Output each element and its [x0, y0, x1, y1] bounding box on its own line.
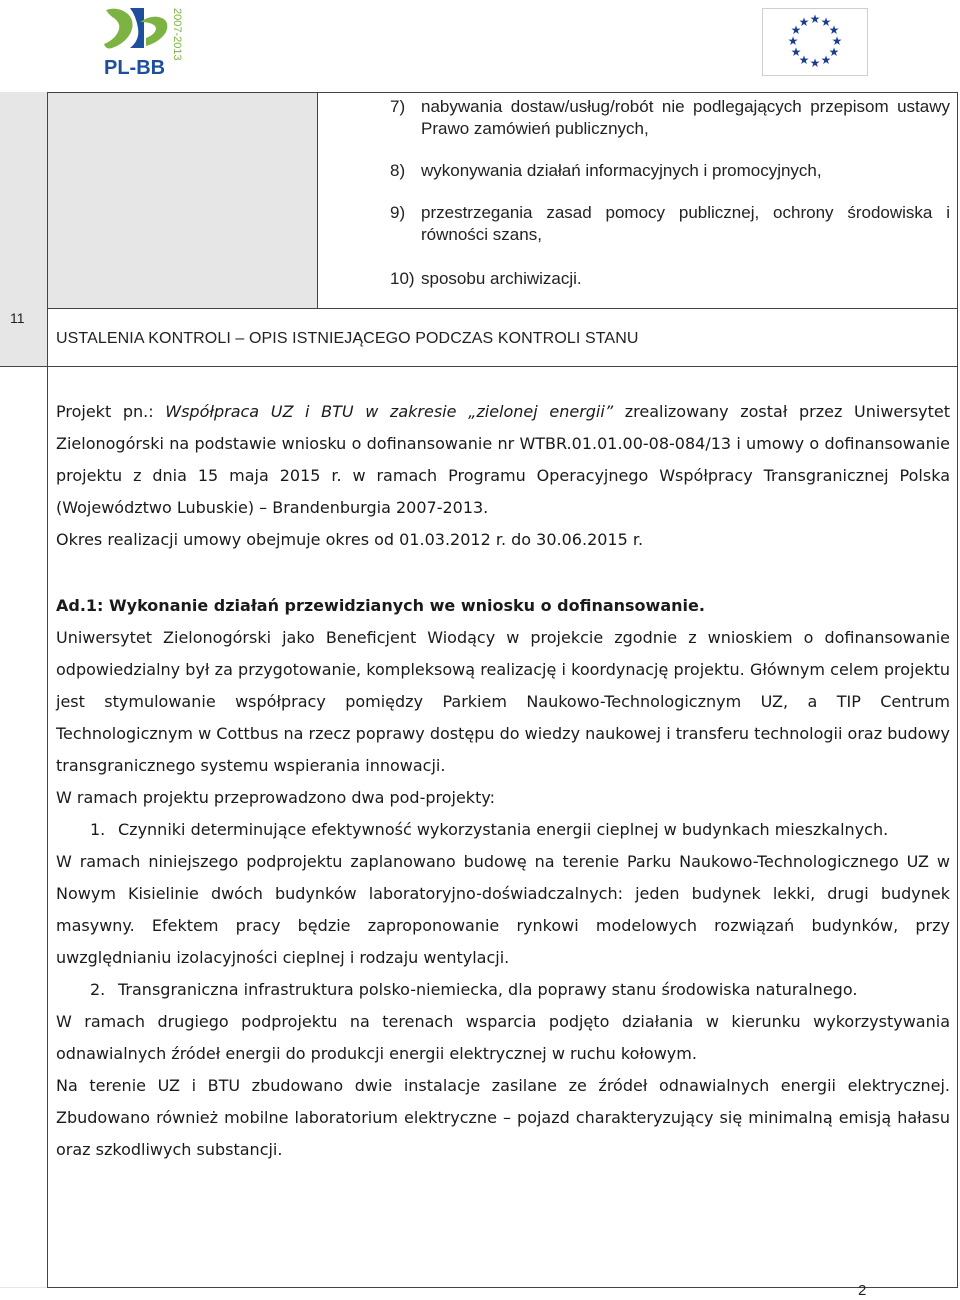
project-name: Współpraca UZ i BTU w zakresie „zielonej energii” — [165, 402, 614, 421]
table-row-divider — [0, 366, 48, 367]
eu-stars-icon — [763, 9, 867, 75]
subproject-2-text: Na terenie UZ i BTU zbudowano dwie instalacje zasilane ze źródeł odnawialnych energii elektrycznej. Zbudowano również mobilne laboratorium elektryczne – pojazd charakteryzujący się minimalną emisją hałasu oraz szkodliwych substancji. — [56, 1076, 950, 1159]
svg-text:★: ★ — [790, 23, 802, 37]
row-number: 11 — [10, 310, 25, 326]
plbb-logo — [100, 4, 184, 80]
ad1-paragraph: Uniwersytet Zielonogórski jako Beneficjent Wiodący w projekcie zgodnie z wnioskiem o dofinansowanie odpowiedzialny był za przygotowanie, kompleksową realizację i koordynację projektu. Głównym celem projektu jest stymulowanie współpracy pomiędzy Parkiem Naukowo-Technologicznym UZ, a TIP Centrum Technologicznym w Cottbus na rzecz poprawy dostępu do wiedzy naukowej i transferu technologii oraz budowy transgranicznego systemu wspierania innowacji. — [56, 628, 950, 775]
table-row-divider — [48, 308, 957, 309]
svg-text:★: ★ — [828, 45, 840, 59]
subproject-title: Transgraniczna infrastruktura polsko-niemiecka, dla poprawy stanu środowiska naturalnego. — [118, 980, 858, 999]
intro-prefix: Projekt pn.: — [56, 402, 166, 421]
intro-block — [56, 396, 950, 556]
svg-text:★: ★ — [798, 15, 810, 29]
list-item-text: wykonywania działań informacyjnych i promocyjnych, — [421, 161, 822, 180]
section-title: USTALENIA KONTROLI – OPIS ISTNIEJĄCEGO PODCZAS KONTROLI STANU — [56, 330, 639, 347]
list-item-number: 8) — [390, 161, 406, 180]
list-item-number: 9) — [390, 203, 406, 222]
page-number: 2 — [858, 1282, 867, 1299]
list-item-number: 7) — [390, 97, 406, 116]
list-item — [390, 268, 950, 290]
subproject-2-text: W ramach drugiego podprojektu na terenach wsparcia podjęto działania w kierunku wykorzystywania odnawialnych źródeł energii do produkcji energii elektrycznej w ruchu kołowym. — [56, 1012, 950, 1063]
subproject-number: 1. — [90, 820, 106, 839]
svg-text:★: ★ — [798, 53, 810, 67]
intro-rest: zrealizowany został przez Uniwersytet Zielonogórski na podstawie wniosku o dofinansowanie nr WTBR.01.01.00-08-084/13 i umowy o dofinansowanie projektu z dnia 15 maja 2015 r. w ramach Programu Operacyjnego Współpracy Transgranicznej Polska (Województwo Lubuskie) – Brandenburgia 2007-2013. — [56, 402, 951, 517]
list-item-number: 10) — [390, 269, 415, 288]
svg-text:★: ★ — [820, 15, 832, 29]
svg-text:★: ★ — [831, 34, 843, 48]
subproject-number: 2. — [90, 980, 106, 999]
subproject-title: Czynniki determinujące efektywność wykorzystania energii cieplnej w budynkach mieszkalnych. — [118, 820, 889, 839]
intro-period: Okres realizacji umowy obejmuje okres od 01.03.2012 r. do 30.06.2015 r. — [56, 530, 644, 549]
list-item — [390, 160, 950, 182]
table-row-divider — [48, 366, 957, 367]
list-item — [390, 202, 950, 246]
ad1-subprojects-intro: W ramach projektu przeprowadzono dwa pod-projekty: — [56, 788, 496, 807]
table-left-column-lower — [0, 366, 47, 1287]
list-item-text: nabywania dostaw/usług/robót nie podlegających przepisom ustawy Prawo zamówień publicznych, — [421, 97, 950, 138]
svg-text:★: ★ — [820, 53, 832, 67]
list-item-text: sposobu archiwizacji. — [421, 269, 582, 288]
list-item-text: przestrzegania zasad pomocy publicznej, ochrony środowiska i równości szans, — [421, 203, 950, 244]
ad1-heading: Ad.1: Wykonanie działań przewidzianych we wniosku o dofinansowanie. — [56, 596, 705, 615]
logo-years: 2007-2013 — [171, 8, 183, 61]
table-gray-cell — [48, 93, 318, 308]
subproject-1 — [56, 814, 950, 846]
logo-text: PL-BB — [104, 57, 166, 79]
svg-text:★: ★ — [787, 34, 799, 48]
svg-text:★: ★ — [809, 12, 821, 26]
intro-paragraph — [56, 396, 950, 524]
eu-flag-logo — [762, 8, 868, 76]
ad1-block — [56, 590, 950, 1166]
subproject-2 — [56, 974, 950, 1006]
subproject-1-text: W ramach niniejszego podprojektu zaplanowano budowę na terenie Parku Naukowo-Technologicznego UZ w Nowym Kisielinie dwóch budynków laboratoryjno-doświadczalnych: jeden budynek lekki, drugi budynek masywny. Efektem pracy będzie zaproponowanie rynkowi modelowych rozwiązań budynków, przy uwzględnianiu izolacyjności cieplnej i rodzaju wentylacji. — [56, 852, 950, 967]
svg-text:★: ★ — [790, 45, 802, 59]
svg-text:★: ★ — [809, 56, 821, 70]
list-item — [390, 96, 950, 140]
svg-text:★: ★ — [828, 23, 840, 37]
